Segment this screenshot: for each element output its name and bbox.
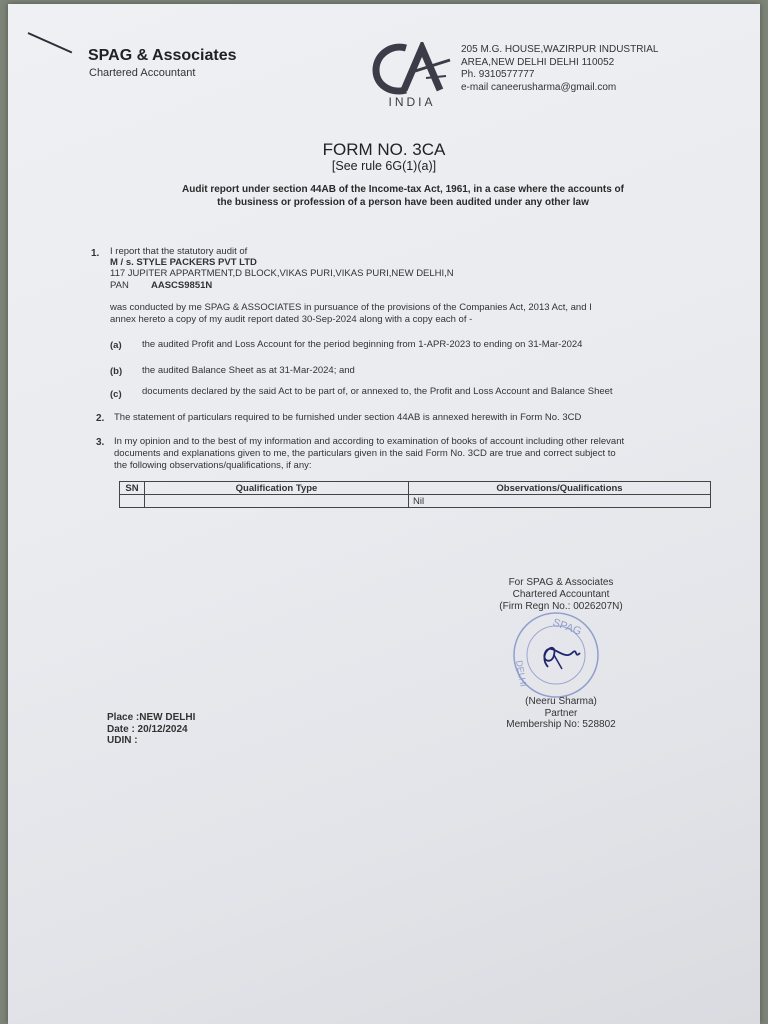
form-subheading [148,184,658,209]
item-b-text: the audited Balance Sheet as at 31-Mar-2024; and [142,365,355,376]
firm-address [461,44,658,94]
place-line: Place :NEW DELHI [107,712,196,723]
form-title: FORM NO. 3CA [322,140,446,159]
col-header-sn: SN [120,482,145,495]
firm-name: SPAG & Associates [88,47,237,64]
designation-line: Chartered Accountant [512,589,610,600]
subheading-line: Audit report under section 44AB of the Income-tax Act, 1961, in a case where the accounts of [182,184,624,195]
para3-line: the following observations/qualifications, if any: [114,460,312,471]
phone-line: Ph. 9310577777 [461,69,535,80]
col-header-observations: Observations/Qualifications [409,482,711,495]
para1-intro: I report that the statutory audit of [110,246,248,257]
firm-regn-line: (Firm Regn No.: 0026207N) [499,601,623,612]
signatory-name: (Neeru Sharma) [525,696,597,707]
ca-india-logo [366,42,458,110]
para3-number: 3. [96,437,105,448]
table-cell [145,495,409,508]
signatory-role: Partner [544,707,578,719]
pan-label: PAN [110,280,129,291]
para1-body-line: was conducted by me SPAG & ASSOCIATES in pursuance of the provisions of the Companies Act, 2013 Act, and I [110,302,592,313]
col-header-qualification-type: Qualification Type [145,482,409,495]
logo-caption: INDIA [388,95,436,109]
para1-number: 1. [91,248,100,259]
para3-line: documents and explanations given to me, the particulars given in the said Form No. 3CD are true and correct subject to [114,448,616,459]
firm-stamp-and-signature [496,609,616,701]
item-b-label: (b) [110,366,123,377]
udin-line: UDIN : [107,735,138,746]
for-firm-line: For SPAG & Associates [508,577,614,588]
signatory-block [488,696,634,731]
item-a-text: the audited Profit and Loss Account for the period beginning from 1-APR-2023 to ending on 31-Mar-2024 [142,339,583,350]
pan-value: AASCS9851N [151,280,213,291]
item-a-label: (a) [110,340,122,351]
address-line: 205 M.G. HOUSE,WAZIRPUR INDUSTRIAL [461,44,659,55]
membership-number: Membership No: 528802 [506,719,616,730]
subheading-line: the business or profession of a person have been audited under any other law [217,196,589,208]
address-line: AREA,NEW DELHI DELHI 110052 [461,56,615,68]
pen-mark [28,32,73,53]
item-c-text: documents declared by the said Act to be part of, or annexed to, the Profit and Loss Account and Balance Sheet [142,386,613,397]
qualification-table [119,481,711,508]
table-cell: Nil [409,495,711,508]
place-date-block [107,712,195,747]
svg-text:SPAG: SPAG [550,616,584,638]
signature-block [488,577,634,613]
entity-name: M / s. STYLE PACKERS PVT LTD [110,257,257,268]
date-line: Date : 20/12/2024 [107,723,188,735]
para3-line: In my opinion and to the best of my information and according to examination of books of account including other relevant [114,436,625,447]
table-row [120,495,711,508]
email-line: e-mail caneerusharma@gmail.com [461,81,617,93]
para1-body-line: annex hereto a copy of my audit report dated 30-Sep-2024 along with a copy each of - [110,314,473,325]
svg-text:DELHI: DELHI [514,659,529,688]
form-rule: [See rule 6G(1)(a)] [331,159,437,173]
form-document [8,4,760,1024]
entity-address: 117 JUPITER APPARTMENT,D BLOCK,VIKAS PURI,VIKAS PURI,NEW DELHI,N [110,268,454,279]
table-header-row [120,482,711,495]
item-c-label: (c) [110,389,122,400]
table-cell [120,495,145,508]
para2-number: 2. [96,413,105,424]
firm-subtitle: Chartered Accountant [89,67,196,79]
para2-text: The statement of particulars required to be furnished under section 44AB is annexed herewith in Form No. 3CD [114,412,582,423]
